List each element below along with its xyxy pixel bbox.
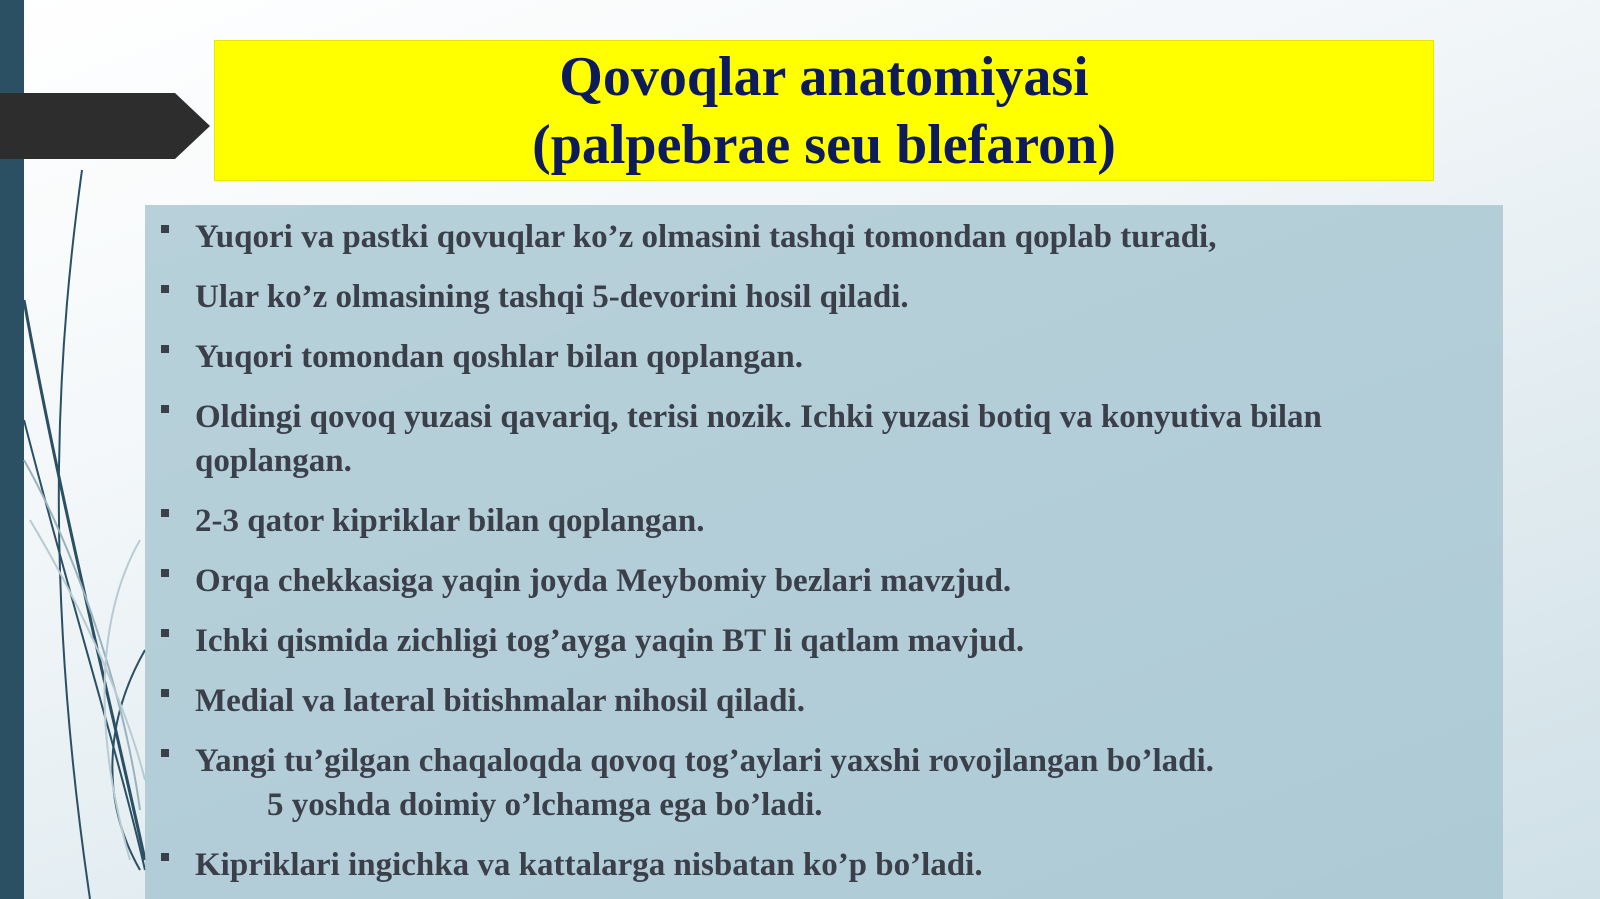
bullet-text: Orqa chekkasiga yaqin joyda Meybomiy bezlari mavzjud. — [195, 563, 1012, 599]
square-bullet-icon — [161, 509, 169, 517]
bullet-continuation-text: 5 yoshda doimiy o’lchamga ega bo’ladi. — [267, 787, 823, 823]
bullet-text: Yuqori tomondan qoshlar bilan qoplangan. — [195, 339, 804, 375]
bullet-text: Kipriklari ingichka va kattalarga nisbatan ko’p bo’ladi. — [195, 847, 983, 883]
square-bullet-icon — [161, 853, 169, 861]
bullet-item — [195, 559, 1473, 603]
slide-title-line-2: (palpebrae seu blefaron) — [532, 113, 1116, 176]
bullet-item — [195, 335, 1473, 379]
square-bullet-icon — [161, 749, 169, 757]
bullet-list — [195, 215, 1473, 887]
bullet-text: Medial va lateral bitishmalar nihosil qiladi. — [195, 683, 805, 719]
bullet-item — [195, 679, 1473, 723]
bullet-item — [195, 275, 1473, 319]
bullet-text: 2-3 qator kipriklar bilan qoplangan. — [195, 503, 705, 539]
square-bullet-icon — [161, 689, 169, 697]
slide-title-line-1: Qovoqlar anatomiyasi — [559, 45, 1089, 108]
title-box — [214, 40, 1434, 181]
bullet-item — [195, 739, 1473, 827]
bullet-item — [195, 619, 1473, 663]
bullet-text: Yuqori va pastki qovuqlar ko’z olmasini tashqi tomondan qoplab turadi, — [195, 219, 1217, 255]
square-bullet-icon — [161, 345, 169, 353]
arrow-tab-shape — [0, 93, 210, 159]
bullet-item — [195, 215, 1473, 259]
bullet-text: Yangi tu’gilgan chaqaloqda qovoq tog’aylari yaxshi rovojlangan bo’ladi. — [195, 743, 1214, 779]
bullet-text: Ular ko’z olmasining tashqi 5-devorini hosil qiladi. — [195, 279, 909, 315]
bullet-item — [195, 843, 1473, 887]
bullet-item — [195, 499, 1473, 543]
content-box — [145, 205, 1503, 899]
bullet-text: Oldingi qovoq yuzasi qavariq, terisi nozik. Ichki yuzasi botiq va konyutiva bilan qoplangan. — [195, 399, 1322, 479]
square-bullet-icon — [161, 569, 169, 577]
square-bullet-icon — [161, 285, 169, 293]
square-bullet-icon — [161, 405, 169, 413]
square-bullet-icon — [161, 629, 169, 637]
square-bullet-icon — [161, 225, 169, 233]
bullet-text: Ichki qismida zichligi tog’ayga yaqin BT li qatlam mavjud. — [195, 623, 1025, 659]
bullet-item — [195, 395, 1473, 483]
